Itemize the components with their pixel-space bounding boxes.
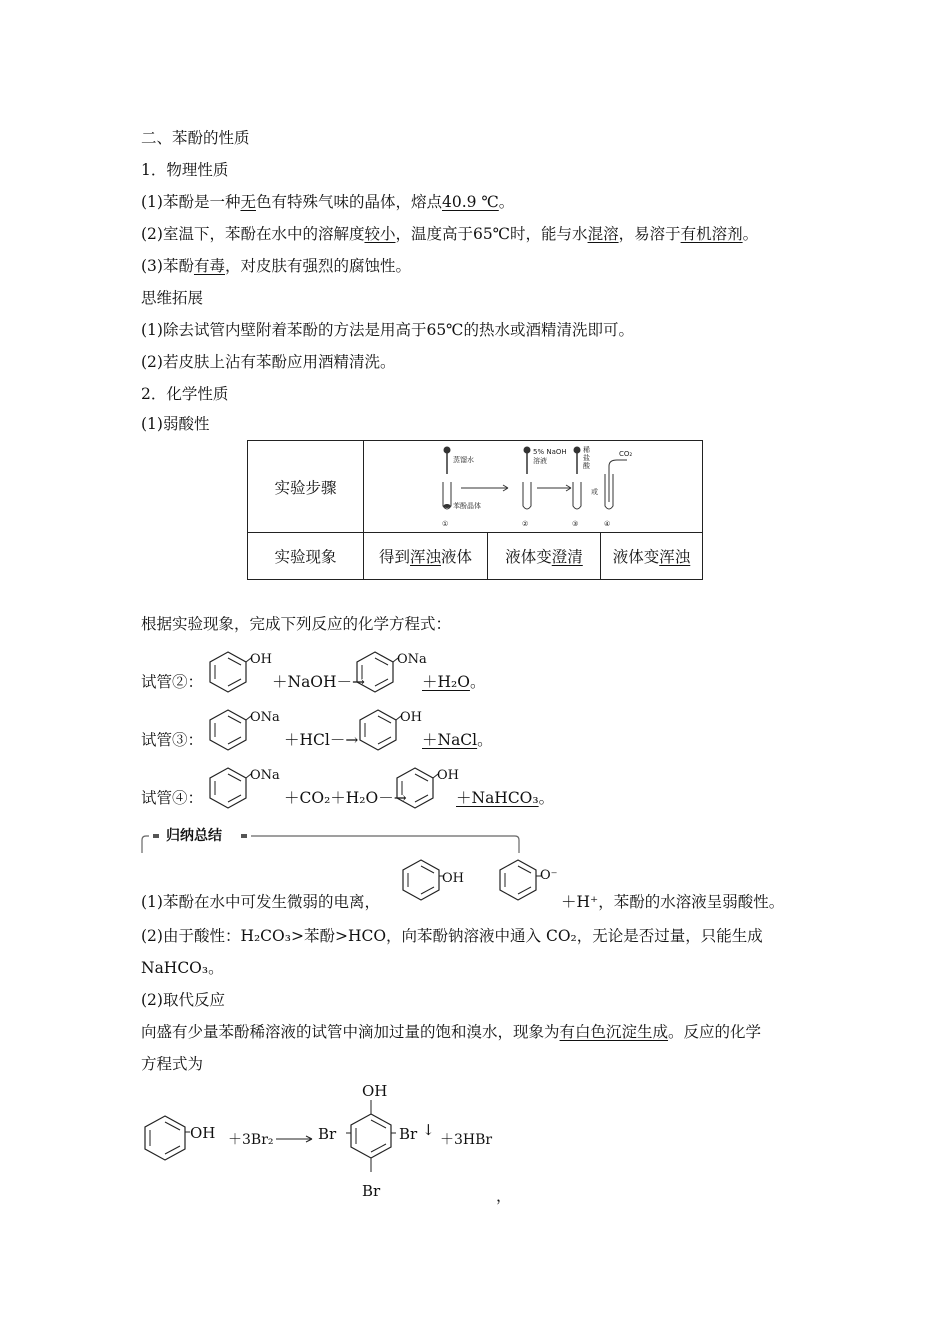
phenol-ring-icon xyxy=(205,648,251,696)
label-num-2: ② xyxy=(522,519,529,528)
label-hcl-3: 酸 xyxy=(583,461,590,470)
label-num-3: ③ xyxy=(572,519,579,528)
label-hcl-2: 盐 xyxy=(583,453,590,462)
think-heading: 思维拓展 xyxy=(141,289,204,307)
row-steps-label: 实验步骤 xyxy=(248,441,364,533)
think-p1: (1)除去试管内壁附着苯酚的方法是用高于65℃的热水或酒精清洗即可。 xyxy=(141,321,635,339)
reaction-arrow-icon xyxy=(276,1134,314,1144)
label-naoh: 5% NaOH xyxy=(533,447,567,456)
phys-p1: (1)苯酚是一种无色有特殊气味的晶体，熔点40.9 ℃。 xyxy=(141,193,515,211)
r4-label: 试管④： xyxy=(141,789,204,807)
r3-reagent: ＋HCl－→ xyxy=(284,731,359,749)
chem-heading: 2．化学性质 xyxy=(141,385,229,403)
phenol-ring-icon xyxy=(140,1112,190,1164)
r4-product: ＋NaHCO₃。 xyxy=(456,789,555,807)
eq-top-oh: OH xyxy=(362,1082,388,1100)
eq-hbr: ＋3HBr xyxy=(440,1132,493,1148)
section-title: 二、苯酚的性质 xyxy=(141,129,250,147)
eq-plus-br2: ＋3Br₂ xyxy=(228,1132,274,1148)
subst-p2: 方程式为 xyxy=(141,1055,204,1073)
reactions-intro: 根据实验现象，完成下列反应的化学方程式： xyxy=(141,615,452,633)
r4-ona: ONa xyxy=(250,768,280,783)
label-num-1: ① xyxy=(442,519,449,528)
r3-ona: ONa xyxy=(250,710,280,725)
subst-heading: (2)取代反应 xyxy=(141,991,225,1009)
summary-title: 归纳总结 xyxy=(166,828,222,844)
precipitate-arrow-icon: ↓ xyxy=(422,1121,435,1139)
label-naoh-solution: 溶液 xyxy=(533,456,547,465)
phenomenon-3: 液体变浑浊 xyxy=(601,533,703,580)
r3-product: ＋NaCl。 xyxy=(422,731,493,749)
summary-p2-cont: NaHCO₃。 xyxy=(141,959,224,977)
r2-ona: ONa xyxy=(397,652,427,667)
r2-label: 试管②： xyxy=(141,673,204,691)
r2-reagent: ＋NaOH－→ xyxy=(272,673,366,691)
phenol-ring-icon xyxy=(392,764,438,812)
r3-label: 试管③： xyxy=(141,731,204,749)
r4-oh: OH xyxy=(437,768,459,783)
label-hcl-1: 稀 xyxy=(583,445,590,454)
subst-p1: 向盛有少量苯酚稀溶液的试管中滴加过量的饱和溴水，现象为有白色沉淀生成。反应的化学 xyxy=(141,1023,762,1041)
test-tubes-diagram xyxy=(423,444,643,530)
phenoxide-ion-ring-icon xyxy=(495,856,541,904)
summary-p2: (2)由于酸性：H₂CO₃>苯酚>HCO，向苯酚钠溶液中通入 CO₂，无论是否过量，只能生成 xyxy=(141,927,763,945)
acid-heading: (1)弱酸性 xyxy=(141,415,210,433)
eq-comma: ， xyxy=(496,1187,512,1205)
phys-heading: 1．物理性质 xyxy=(141,161,229,179)
r2-product: ＋H₂O。 xyxy=(422,673,486,691)
r3-oh: OH xyxy=(400,710,422,725)
phys-p3: (3)苯酚有毒，对皮肤有强烈的腐蚀性。 xyxy=(141,257,411,275)
tribromophenol-ring-icon xyxy=(346,1100,396,1180)
phenomenon-2: 液体变澄清 xyxy=(488,533,601,580)
eq-br-bottom: Br xyxy=(362,1182,381,1200)
r4-reagent: ＋CO₂＋H₂O－→ xyxy=(284,789,407,807)
summary-p1-a: (1)苯酚在水中可发生微弱的电离， xyxy=(141,893,380,911)
label-water: 蒸馏水 xyxy=(453,455,474,464)
row-phenomena-label: 实验现象 xyxy=(248,533,364,580)
phys-p2: (2)室温下，苯酚在水中的溶解度较小，温度高于65℃时，能与水混溶，易溶于有机溶剂。 xyxy=(141,225,759,243)
phenoxide-ring-icon xyxy=(205,706,251,754)
eq-oh: OH xyxy=(190,1124,216,1142)
phenoxide-ring-icon xyxy=(205,764,251,812)
phenol-ring-icon xyxy=(398,856,444,904)
ion-oh: OH xyxy=(442,871,464,886)
label-co2: CO₂ xyxy=(619,449,633,458)
label-num-4: ④ xyxy=(604,519,611,528)
summary-p1-b: ＋H⁺，苯酚的水溶液呈弱酸性。 xyxy=(561,893,785,911)
phenoxide-ring-icon xyxy=(352,648,398,696)
ion-o-minus: O⁻ xyxy=(540,868,558,883)
label-or: 或 xyxy=(591,487,598,496)
phenol-ring-icon xyxy=(355,706,401,754)
eq-br-left: Br xyxy=(318,1125,337,1143)
phenomenon-1: 得到浑浊液体 xyxy=(364,533,488,580)
r2-oh: OH xyxy=(250,652,272,667)
think-p2: (2)若皮肤上沾有苯酚应用酒精清洗。 xyxy=(141,353,396,371)
experiment-figure xyxy=(364,441,703,533)
label-crystal: 苯酚晶体 xyxy=(453,501,481,510)
eq-br-right: Br xyxy=(399,1125,418,1143)
experiment-table xyxy=(247,440,703,580)
